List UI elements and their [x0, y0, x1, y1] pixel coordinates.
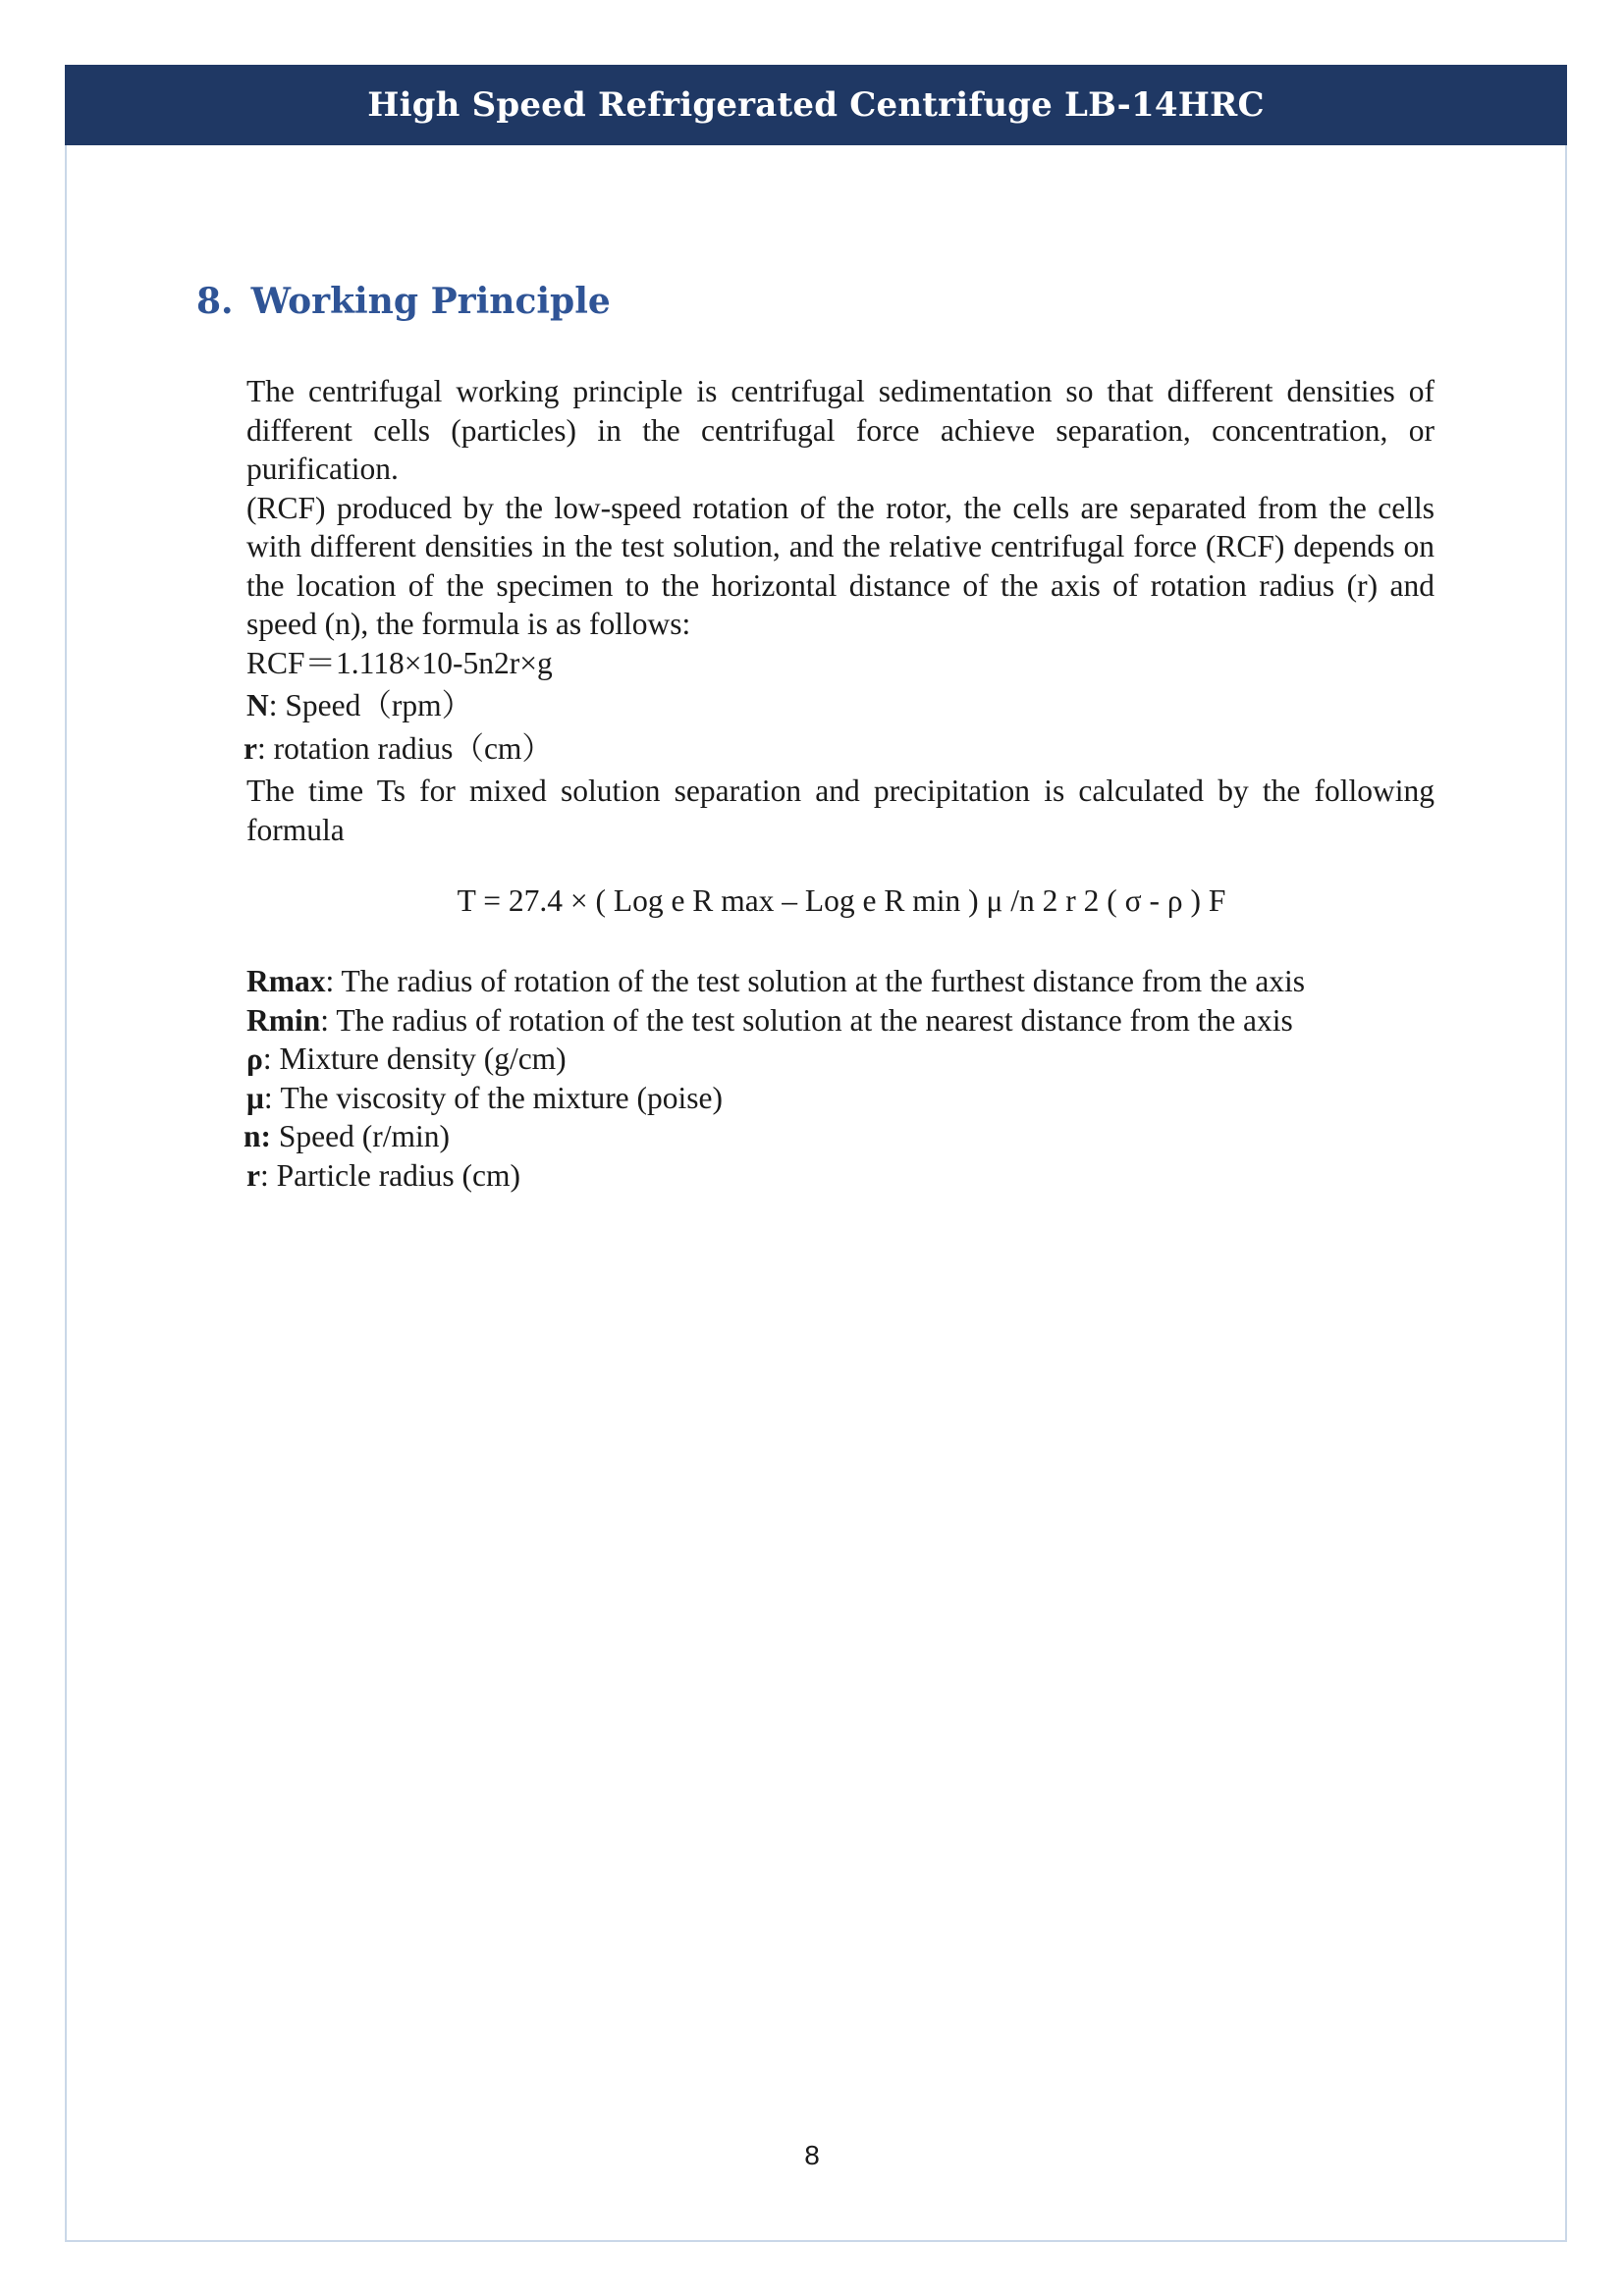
body-text-lower — [246, 962, 1435, 1195]
definition-item — [244, 1117, 1435, 1156]
definition-symbol: ρ — [246, 1041, 263, 1076]
paragraph-rcf: (RCF) produced by the low-speed rotation of the rotor, the cells are separated from the cells with different densities in the test solution, and the relative centrifugal force (RCF) depends on the location of the specimen to the horizontal distance of the axis of rotation radius (r) and speed (n), the formula is as follows: — [246, 490, 1435, 641]
definition-symbol: N — [246, 688, 269, 722]
definition-symbol: r — [246, 1157, 260, 1193]
paragraph-time: The time Ts for mixed solution separation and precipitation is calculated by the following formula — [246, 774, 1435, 847]
paragraph-intro: The centrifugal working principle is centrifugal sedimentation so that different densities of different cells (particles) in the centrifugal force achieve separation, concentration, or purification. — [246, 374, 1435, 486]
definition-text: : Particle radius (cm) — [259, 1157, 521, 1193]
definition-symbol: μ — [246, 1080, 264, 1115]
time-formula-block — [0, 883, 1624, 919]
definition-item — [246, 1156, 1435, 1196]
time-formula: T = 27.4 × ( Log e R max – Log e R min ) μ /n 2 r 2 ( σ - ρ ) F — [457, 883, 1226, 918]
definition-text: : The viscosity of the mixture (poise) — [263, 1080, 724, 1115]
definition-symbol: n: — [244, 1119, 272, 1153]
section-heading — [196, 281, 611, 322]
definition-item — [246, 1001, 1435, 1041]
definition-symbol: Rmax — [246, 964, 326, 998]
definition-item — [246, 686, 1435, 725]
definition-text: : Speed（rpm） — [268, 688, 473, 722]
definition-item — [246, 962, 1435, 1001]
definition-symbol: Rmin — [246, 1002, 321, 1038]
header-title: High Speed Refrigerated Centrifuge LB-14HRC — [367, 85, 1265, 125]
definition-text: : The radius of rotation of the test solution at the nearest distance from the axis — [320, 1002, 1293, 1038]
section-number: 8. — [196, 281, 234, 322]
definition-text: : rotation radius（cm） — [256, 730, 553, 766]
definition-item — [246, 1040, 1435, 1079]
definition-item — [244, 729, 1435, 769]
section-title: Working Principle — [250, 281, 611, 322]
definition-item — [246, 1079, 1435, 1118]
body-text-upper — [246, 372, 1435, 849]
definition-text: : Mixture density (g/cm) — [262, 1041, 567, 1076]
page-number: 8 — [804, 2140, 820, 2170]
header-bar — [65, 65, 1567, 145]
definition-text: : The radius of rotation of the test solution at the furthest distance from the axis — [325, 964, 1306, 998]
rcf-formula: RCF＝1.118×10-5n2r×g — [246, 645, 553, 680]
definition-symbol: r — [244, 730, 257, 766]
definition-text: Speed (r/min) — [271, 1119, 450, 1153]
